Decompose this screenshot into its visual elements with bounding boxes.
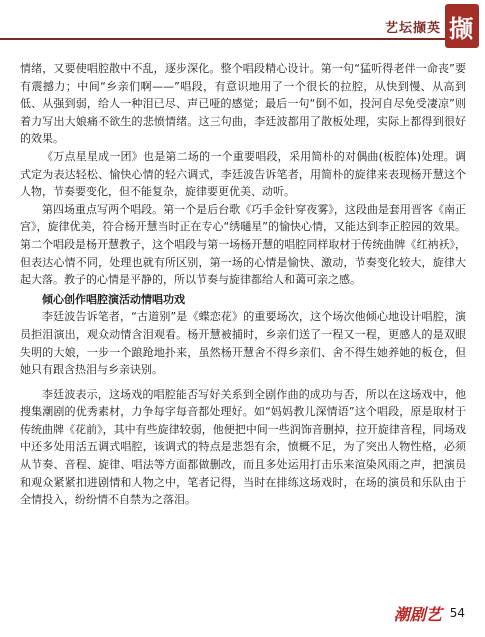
paragraph-4: 李廷波告诉笔者，“古道别”是《蝶恋花》的重要场次，这个场次他倾心地设计唱腔，演员拒泪演出，观众动情含泪观看。杨开慧被捕时，乡亲们送了一程又一程，更感人的是双眼失明的大娘，一步一个踉跄地扑来，虽然杨开慧舍不得乡亲们、舍不得生她养她的板仓，但她只有跟含热泪与乡亲诀别。 [20, 310, 466, 377]
paragraph-2: 《万点星星成一团》也是第二场的一个重要唱段，采用简朴的对偶曲(板腔体)处理。调式定为表达轻松、愉快心情的轻六调式，李廷波告诉笔者，用简朴的旋律来表现杨开慧这个人物，节奏要变化，但不能复杂，旋律要更优美、动听。 [20, 149, 466, 199]
subheading: 倾心创作唱腔演活动情唱功戏 [42, 292, 185, 306]
paragraph-3: 第四场重点写两个唱段。第一个是后台歌《巧手金针穿夜雾》，这段曲是套用晋客《南正宫》，旋律优美，符合杨开慧当时正在专心“绣嗵星”的愉快心情，又能达到李正腔园的效果。第二个唱段是杨开慧教子，这个唱段与第一场杨开慧的唱腔同样取材于传统曲牌《红衲袄》，但表达心情不同，处理也就有所区别，第一场的心情是愉快、激动，节奏变化较大，旋律大起大落。教子的心情是平静的，所以节奏与旋律都给人和蔼可亲之感。 [20, 202, 466, 287]
seal-logo [445, 4, 479, 48]
article-body [20, 60, 466, 509]
page-footer [394, 601, 465, 625]
paragraph-1: 情绪，又要使唱腔散中不乱，逐步深化。整个唱段精心设计。第一句“猛听得老伴一命丧”要有震撼力；中间“乡亲们啊——”唱段，有意识地用了一个很长的拉腔，从快到慢、从高到低、从强到弱，给人一种泪已尽、声已哑的感觉；最后一句“倒不如，投河自尽免受凄凉”则着力写出大娘痛不欲生的悲愤情绪。这三句曲，李廷波都用了散板处理，实际上都得到很好的效果。 [20, 62, 466, 146]
seal-glyph: 撷 [449, 14, 473, 43]
page-header [0, 0, 485, 56]
paragraph-5: 李廷波表示，这场戏的唱腔能否写好关系到全剧作曲的成功与否，所以在这场戏中，他搜集潮剧的优秀素材，力争每字每音都处理好。如“妈妈教儿深情语”这个唱段，原是取材于传统曲牌《花前》，其中有些旋律较弱，他便把中间一些润饰音删掉，拉开旋律音程，同场戏中还多处用活五调式唱腔，该调式的特点是悲怨有余，愤概不足，为了突出人物性格，必须从节奏、音程、旋律、唱法等方面都做删改，而且多处运用打击乐来渲染风雨之声，把演员和观众紧紧扣进剧情和人物之中，笔者记得，当时在排练这场戏时，在场的演员和乐队由于全情投入，纷纷情不自禁为之落泪。 [20, 387, 466, 507]
magazine-logo: 潮剧艺 [393, 604, 442, 624]
page-number: 54 [449, 606, 465, 620]
section-title: 艺坛撷英 [384, 21, 441, 36]
header-rule [0, 38, 448, 40]
